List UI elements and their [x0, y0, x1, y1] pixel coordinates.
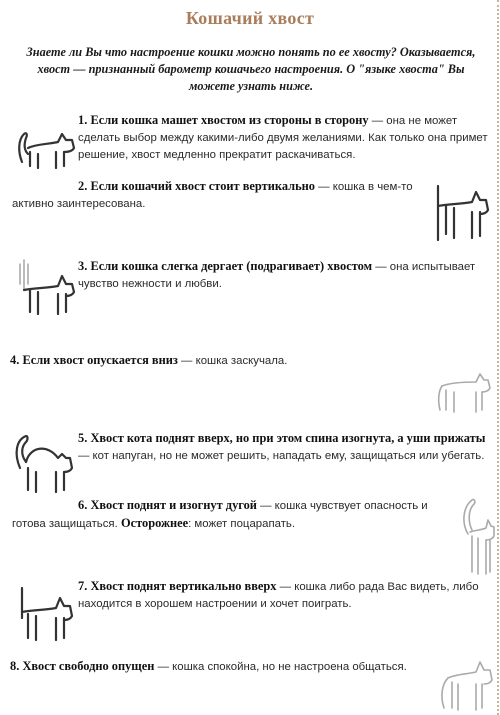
item-text: — кошка спокойна, но не настроена общаться. [154, 661, 407, 673]
list-item [12, 178, 418, 213]
list-item [12, 497, 452, 533]
cat-tail-relaxed-icon [436, 652, 494, 712]
item-text: — кошка чувствует опасность и готова защищаться. [12, 500, 428, 530]
list-item [78, 430, 490, 465]
cat-tail-wagging-icon [14, 118, 78, 174]
item-number: 1. [78, 113, 88, 127]
list-item [78, 578, 490, 613]
warning-label: Осторожнее [120, 516, 189, 530]
cat-tail-up-icon [14, 584, 78, 644]
intro-text: Знаете ли Вы что настроение кошки можно понять по ее хвосту? Оказывается, хвост — признанный барометр кошачьего настроения. О "языке хвоста" Вы можете узнать ниже. [26, 45, 476, 93]
item-lead: Хвост свободно опущен [22, 659, 155, 673]
list-item [78, 112, 490, 164]
item-lead: Хвост поднят вертикально вверх [90, 579, 277, 593]
item-number: 7. [78, 579, 88, 593]
item-text: — она не может сделать выбор между какими-либо двумя желаниями. Как только она примет решение, хвост медленно прекратит раскачиваться. [78, 115, 488, 161]
item-lead: Если кошка слегка дергает (подрагивает) хвостом [90, 259, 373, 273]
item-text: — она испытывает чувство нежности и любви. [78, 261, 476, 290]
item-number: 4. [10, 353, 20, 367]
item-lead: Если кошачий хвост стоит вертикально [90, 179, 315, 193]
page-title: Кошачий хвост [185, 8, 315, 28]
item-lead: Если кошка машет хвостом из стороны в сторону [90, 113, 369, 127]
item-lead: Хвост поднят и изогнут дугой [90, 498, 257, 512]
item-text: — кошка заскучала. [177, 355, 288, 367]
item-text: — кот напуган, но не может решить, нападать ему, защищаться или убегать. [78, 450, 485, 462]
item-lead: Хвост кота поднят вверх, но при этом спина изогнута, а уши прижаты [90, 431, 486, 445]
cat-tail-arched-icon [458, 494, 496, 578]
item-text: — кошка в чем-то активно заинтересована. [12, 181, 413, 210]
cat-tail-vertical-icon [432, 180, 492, 246]
list-item [78, 258, 490, 293]
list-item [10, 658, 420, 676]
decorative-border [497, 0, 499, 715]
cat-tail-down-icon [432, 370, 492, 416]
item-number: 2. [78, 179, 88, 193]
item-text: — кошка либо рада Вас видеть, либо находится в хорошем настроении и хочет поиграть. [78, 581, 479, 610]
cat-tail-twitching-icon [14, 254, 78, 318]
list-item [10, 352, 430, 370]
item-number: 3. [78, 259, 88, 273]
item-number: 5. [78, 431, 88, 445]
item-number: 6. [78, 498, 88, 512]
cat-arched-back-icon [12, 428, 76, 498]
item-number: 8. [10, 659, 20, 673]
item-lead: Если хвост опускается вниз [22, 353, 178, 367]
warning-text: : может поцарапать. [188, 518, 296, 530]
